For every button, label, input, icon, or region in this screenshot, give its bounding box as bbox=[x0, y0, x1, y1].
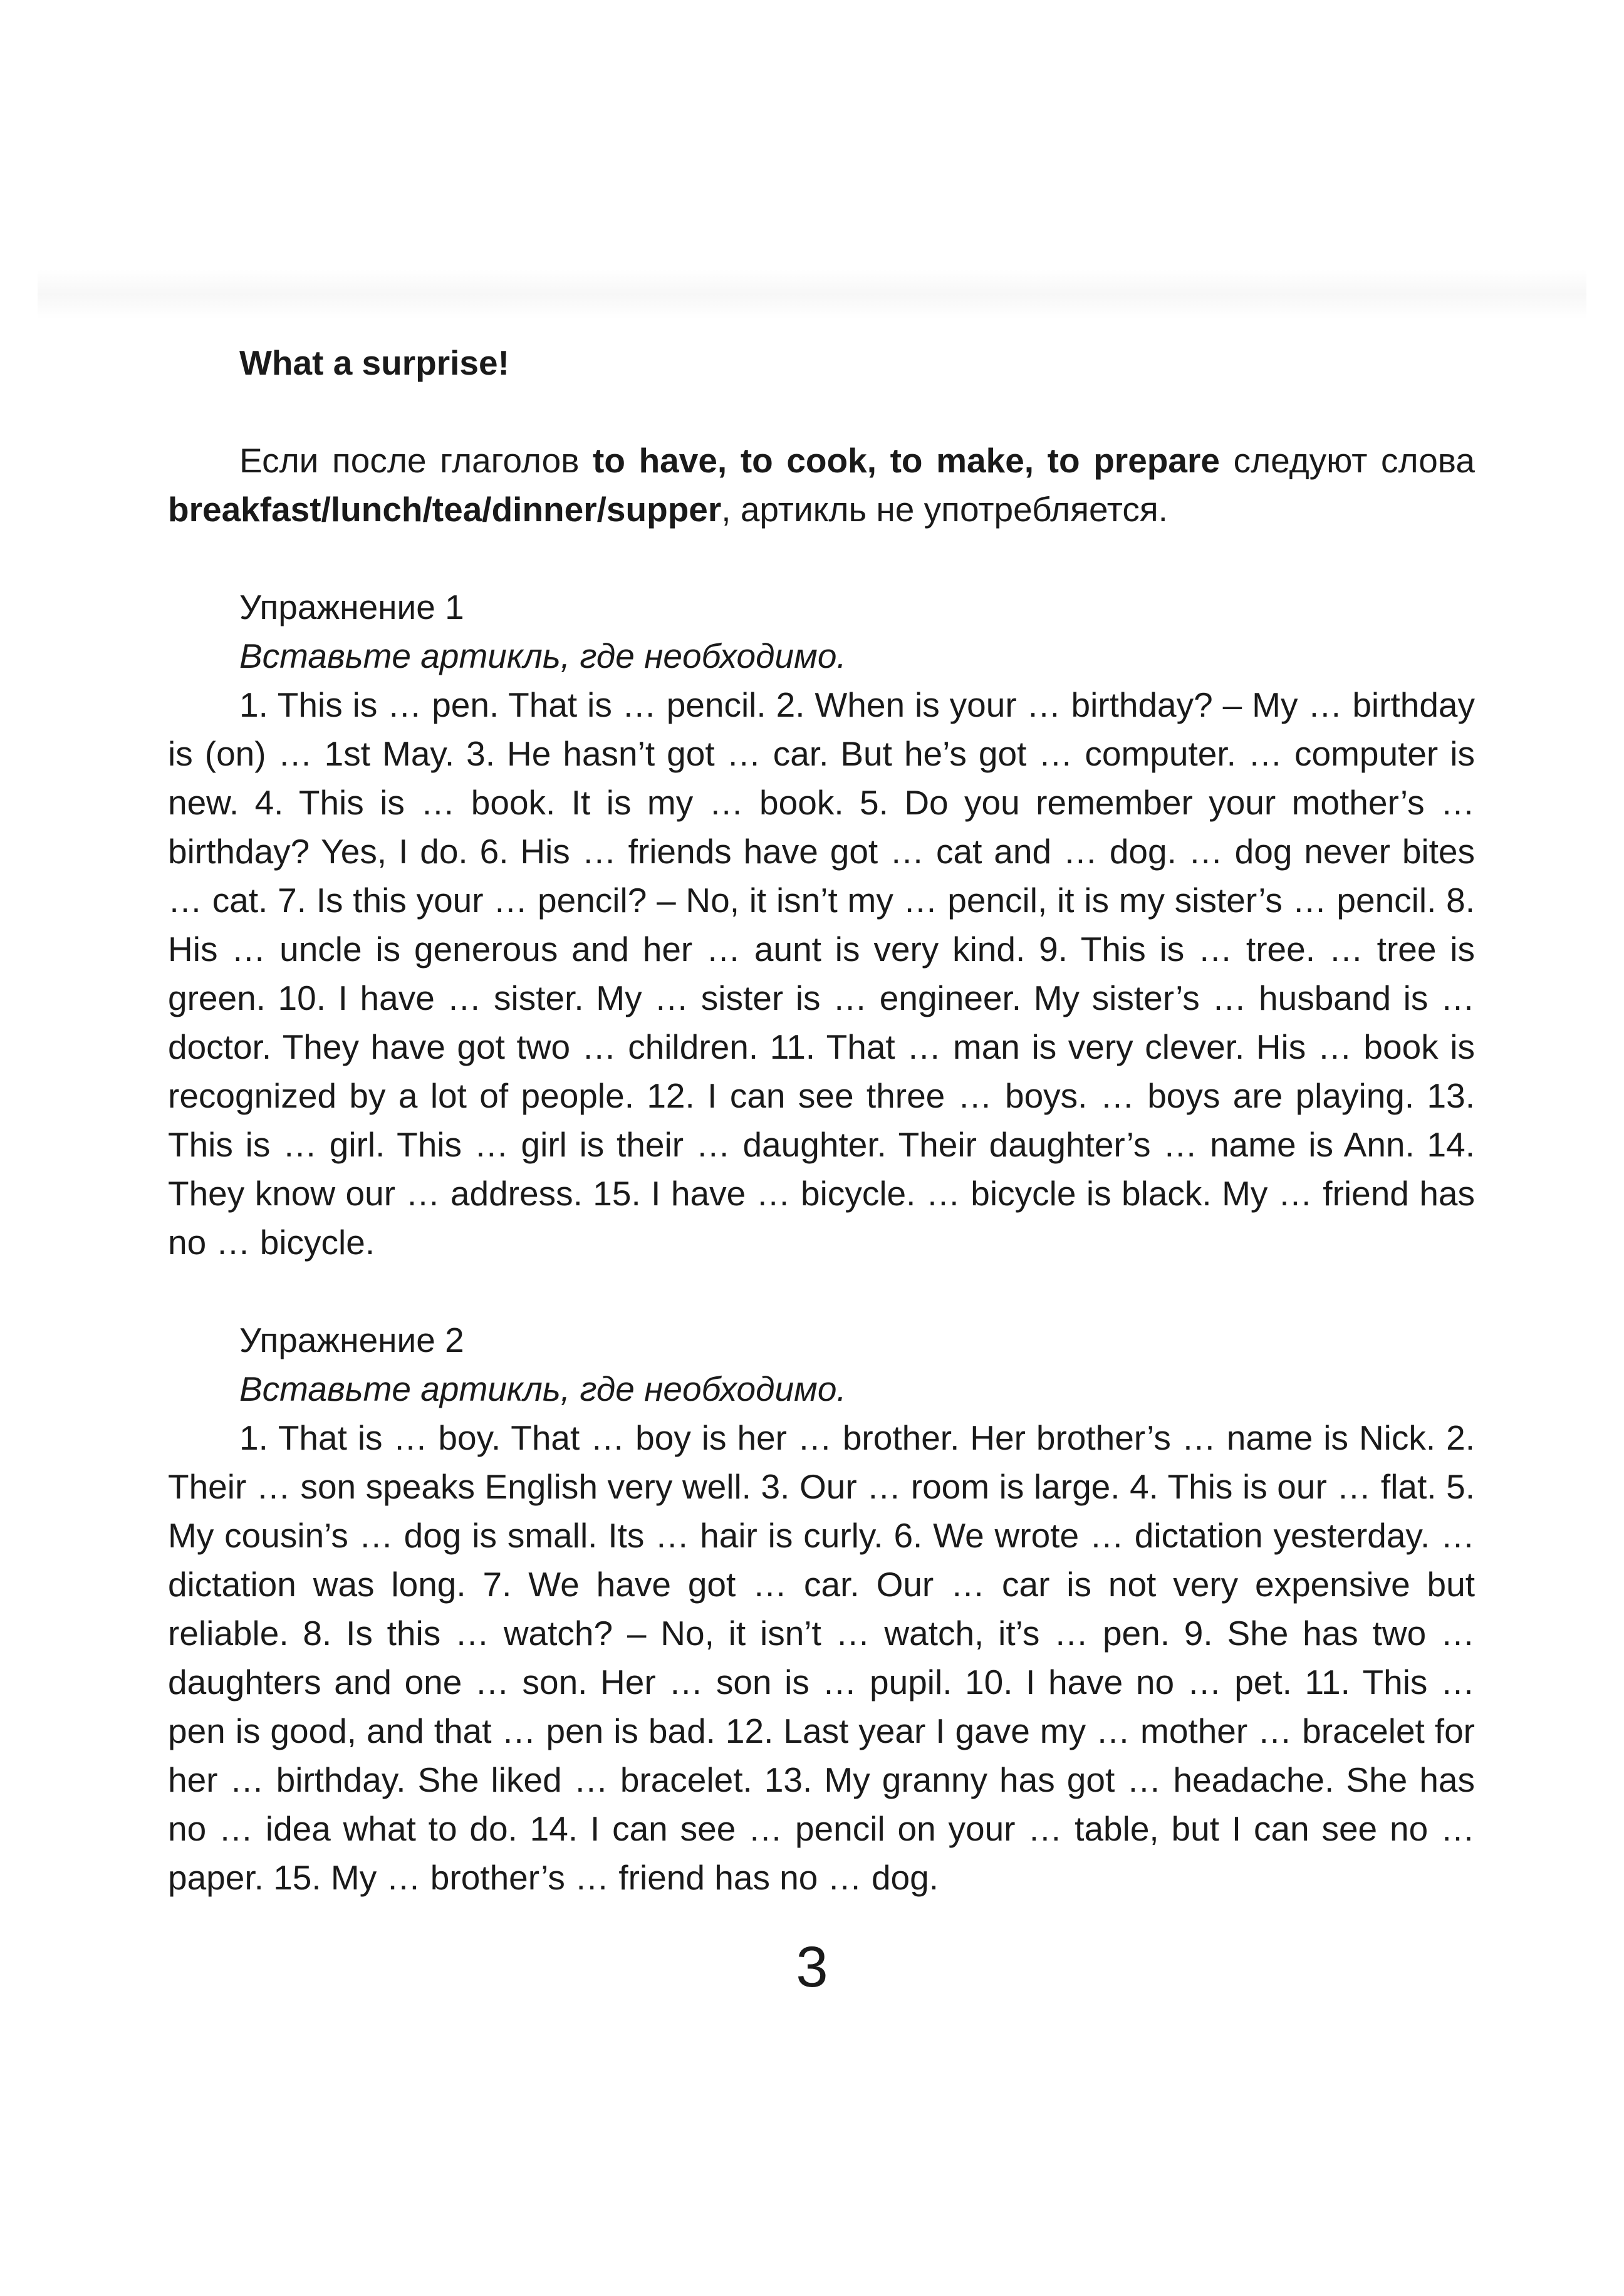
exercise-instruction: Вставьте артикль, где необходимо. bbox=[239, 1369, 846, 1408]
exercise-instruction: Вставьте артикль, где необходимо. bbox=[239, 636, 846, 675]
exercise-heading: Упражнение 2 bbox=[239, 1321, 464, 1359]
rule-text-2: следуют слова bbox=[1219, 441, 1475, 480]
exercise-1 bbox=[168, 583, 1475, 1267]
exercise-heading: Упражнение 1 bbox=[239, 588, 464, 626]
scan-band bbox=[38, 269, 1586, 319]
exercise-text: 1. That is … boy. That … boy is her … brother. Her brother’s … name is Nick. 2. Their … son speaks English very well. 3. Our … room is large. 4. This is our … flat. 5. My cousin’s … dog is small. Its … hair is curly. 6. We wrote … dictation yesterday. … dictation was long. 7. We have got … car. Our … car is not very expensive but reliable. 8. Is this … watch? – No, it isn’t … watch, it’s … pen. 9. She has two … daughters and one … son. Her … son is … pupil. 10. I have no … pet. 11. This … pen is good, and that … pen is bad. 12. Last year I gave my … mother … bracelet for her … birthday. She liked … bracelet. 13. My granny has got … headache. She has no … idea what to do. 14. I can see … pencil on your … table, but I can see no … paper. 15. My … brother’s … friend has no … dog. bbox=[168, 1418, 1475, 1897]
exercise-text: 1. This is … pen. That is … pencil. 2. When is your … birthday? – My … birthday is (on) … 1st May. 3. He hasn’t got … car. But he’s got … computer. … computer is new. 4. This is … book. It is my … book. 5. Do you remember your mother’s … birthday? Yes, I do. 6. His … friends have got … cat and … dog. … dog never bites … cat. 7. Is this your … pencil? – No, it isn’t my … pencil, it is my sister’s … pencil. 8. His … uncle is generous and her … aunt is very kind. 9. This is … tree. … tree is green. 10. I have … sister. My … sister is … engineer. My sister’s … husband is … doctor. They have got two … children. 11. That … man is very clever. His … book is recognized by a lot of people. 12. I can see three … boys. … boys are playing. 13. This is … girl. This … girl is their … daughter. Their daughter’s … name is Ann. 14. They know our … address. 15. I have … bicycle. … bicycle is black. My … friend has no … bicycle. bbox=[168, 685, 1475, 1262]
section-title: What a surprise! bbox=[239, 343, 509, 382]
rule-meals: breakfast/lunch/tea/dinner/supper bbox=[168, 490, 722, 529]
page-content bbox=[168, 338, 1475, 1902]
rule-text-3: , артикль не употребляется. bbox=[721, 490, 1168, 529]
rule-text-1: Если после глаголов bbox=[239, 441, 593, 480]
rule-verbs: to have, to cook, to make, to prepare bbox=[593, 441, 1220, 480]
page-number: 3 bbox=[796, 1935, 828, 1999]
exercise-2 bbox=[168, 1316, 1475, 1902]
grammar-rule bbox=[168, 436, 1475, 534]
